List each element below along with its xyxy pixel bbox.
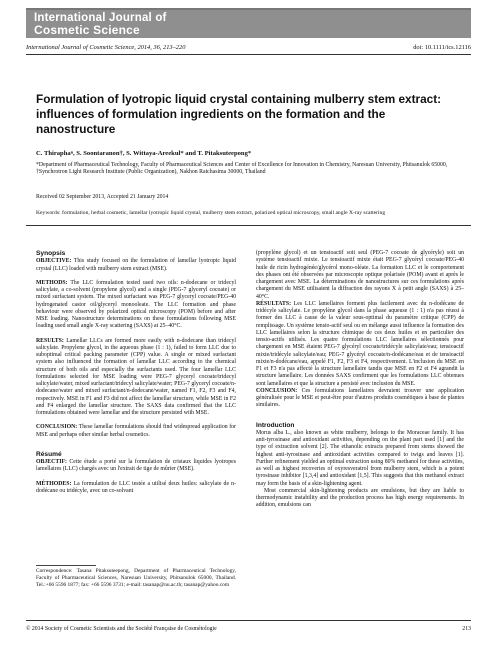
article-title: Formulation of lyotropic liquid crystal containing mulberry stem extract: influences of formulation ingredients on the formation and the nanostructure: [36, 92, 442, 136]
footnote-rule: [36, 565, 96, 566]
doi[interactable]: doi: 10.1111/ics.12116: [413, 44, 471, 51]
header-rule: [26, 54, 471, 55]
journal-banner: [26, 8, 471, 38]
journal-logo-title: [34, 12, 167, 36]
introduction-para1: Morus alba L., also known as white mulberry, belongs to the Moraceae family. It has anti-tyrosinase and antioxidant activities, depending on the plant part used [1] and the type of extraction solvent [2]. The ethanolic extracts prepared from stems showed the highest anti-tyrosinase and antioxidant activities compared to twigs and leaves [1]. Further refinement yielded an optimal extraction using 80% methanol for these activities, as well as highest recoveries of oxyresveratrol from mulberry stem, which is a potent tyrosinase inhibitor [1,3,4] and antioxidant [1,5]. This suggests that this methanol extract may form the basis of a skin-lightening agent.: [256, 429, 464, 487]
left-column: [36, 250, 236, 495]
introduction-heading: Introduction: [256, 421, 295, 429]
synopsis-heading: Synopsis: [36, 250, 66, 257]
keywords-text: formulation, herbal cosmetic, lamellar lyotropic liquid crystal, mulberry stem extract, polarized optical microscopy, small angle X-ray scattering: [61, 210, 386, 216]
resume-methodes: MÉTHODES: La formulation de LLC testée a utilisé deux huiles: salicylate de n-dodécane ou tridécyle, avec un co-solvant: [36, 480, 236, 494]
received-accepted-dates: Received 02 September 2013, Accepted 21 January 2014: [36, 194, 169, 200]
synopsis-methods: METHODS: The LLC formulation tested used two oils: n-dodecane or tridecyl salicylate, a co-solvent (propylene glycol) and a single (PEG-7 glyceryl cocoate) or mixed surfactant system. The mixed surfactant was PEG-7 glyceryl cocoate/PEG-40 hydrogenated castor oil/glyceryl monooleate. The LLC formation and phase behaviour were observed by polarized optical microscopy (POM) before and after MSE loading. Nanostructure determinations on these formulations following MSE loading used small angle X-ray scattering (SAXS) at 25–40°C.: [36, 279, 236, 330]
introduction-para2: Most commercial skin-lightening products are emulsions, but they are liable to thermodynamic instability and the production process has high energy requirements. In addition, emulsions can: [256, 487, 464, 509]
author-list: C. Thiraphaⁿ, S. Soontaranon†, S. Wittaya-Areekul* and T. Pitaksuteepong*: [36, 150, 252, 157]
journal-citation: International Journal of Cosmetic Science, 2014, 36, 213–220: [26, 44, 186, 51]
keywords-label: Keywords:: [36, 210, 61, 216]
correspondence-note: Correspondence: Tasana Pitaksuteepong, Department of Pharmaceutical Technology, Faculty of Pharmaceutical Sciences, Naresuan University, Phitsanulok 65000, Thailand. Tel.:+66 5596 1877; fax: +66 5596 3731; e-mail: tasanap@nu.ac.th; tasanap@yahoo.com: [36, 568, 236, 588]
resume-objectif: OBJECTIF: Cette étude a porté sur la formulation de cristaux liquides lyotropes lamellaires (LLC) chargés avec un l'extrait de tige de mûrier (MSE).: [36, 459, 236, 473]
copyright: © 2014 Society of Cosmetic Scientists and the Société Française de Cosmétologie: [26, 626, 217, 632]
resume-methodes-continued: (propylène glycol) et un tensioactif soit seul (PEG-7 cocoate de glycéryle) soit un système tensioactif mixte. Le tensioactif mixte était PEG-7 glycéryl cocoate/PEG-40 huile de ricin hydrogénée/glycérol mono-oléate. La formation LLC et le comportement des phases ont été observées par microscopie optique polarisée (POM) avant et après le chargement avec MSE. La déterminations de nanostructures sur ces formulations après chargement du MSE utilisaient la diffraction des rayons X à petit angle (SAXS) à 25–40°C.: [256, 250, 464, 300]
resume-resultats: RÉSULTATS: Les LLC lamellaires forment plus facilement avec du n-dodécane de tridécyle salicylate. Le propylène glycol dans la phase aqueuse (1 : 1) n'a pas réussi à former des LLC à cause de la valeur sous-optimal du paramètre critique (CPP) de remplissage. Un système tensio-actif seul ou en mélange aussi influence la formation des LLC lamellaires selon la structure chimique de ces deux huiles et en particulier des tensio-actifs utilisés. Les quatre formulations LLC lamellaires sélectionnés pour chargement en MSE étaient PEG-7 glycéryl cocoate/tridécyle salicylate/eau; tensioactif mixte/tridécyle salicylate/eau; PEG-7 glycéryl cocoate/n-dodécane/eau et de tensioactif mixte/n-dodécane/eau, appelé F1, F2, F3 et F4, respectivement. L'inclusion du MSE en F1 et F3 n'a pas affecté la structure lamellaire tandis que MSE en F2 et F4 agrandit la structure lamellaire. Les données SAXS confirment que les formulations LLC obtenues sont lamellaires et que la structure a persisté avec inclusion du MSE.: [256, 300, 464, 387]
synopsis-conclusion: CONCLUSION: These lamellar formulations should find widespread application for MSE and perhaps other similar herbal cosmetics.: [36, 424, 236, 438]
synopsis-objective: OBJECTIVE: This study focused on the formulation of lamellar lyotropic liquid crystal (LLC) loaded with mulberry stem extract (MSE).: [36, 258, 236, 272]
journal-banner-line1: International Journal of: [34, 12, 167, 24]
footer-rule: [26, 620, 471, 621]
resume-heading: Résumé: [36, 450, 62, 458]
synopsis-results: RESULTS: Lamellar LLCs are formed more easily with n-dodecane than tridecyl salicylate. Propylene glycol, in the aqueous phase (1 : 1), failed to form LLC due to suboptimal critical packing parameter (CPP) value. A single or mixed surfactant system also influenced the formation of lamellar LLC according to the chemical structure of both oils and especially the surfactants used. The four lamellar LLC formulations selected for MSE loading were PEG-7 glyceryl cocoate/tridecyl salicylate/water, mixed surfactant/tridecyl salicylate/water; PEG-7 glyceryl cocoate/n-dodecane/water and mixed surfactant/n-dodecane/water, named F1, F2, F3 and F4, respectively. MSE in F1 and F3 did not affect the lamellar structure, while MSE in F2 and F4 enlarged the lamellar structure. The SAXS data confirmed that the LLC formulations obtained were lamellar and the structure persisted with MSE.: [36, 337, 237, 416]
abstract-rule: [26, 225, 471, 226]
keywords: [36, 210, 466, 216]
journal-banner-line2: Cosmetic Science: [34, 23, 140, 37]
affiliation: *Department of Pharmaceutical Technology, Faculty of Pharmaceutical Sciences and Center of Excellence for Innovation in Chemistry, Naresuan University, Phitsanulok 65000, †Synchrotron Light Research Institute (Public Organization), Nakhon Ratchasima 30000, Thailand: [36, 162, 448, 176]
resume-conclusion: CONCLUSION: Ces formulations lamellaires devraient trouver une application généralisée pour le MSE et peut-être pour d'autres produits cosmétiques à base de plantes similaires.: [256, 387, 465, 409]
right-column: [256, 250, 464, 510]
page-number: 213: [462, 626, 471, 632]
